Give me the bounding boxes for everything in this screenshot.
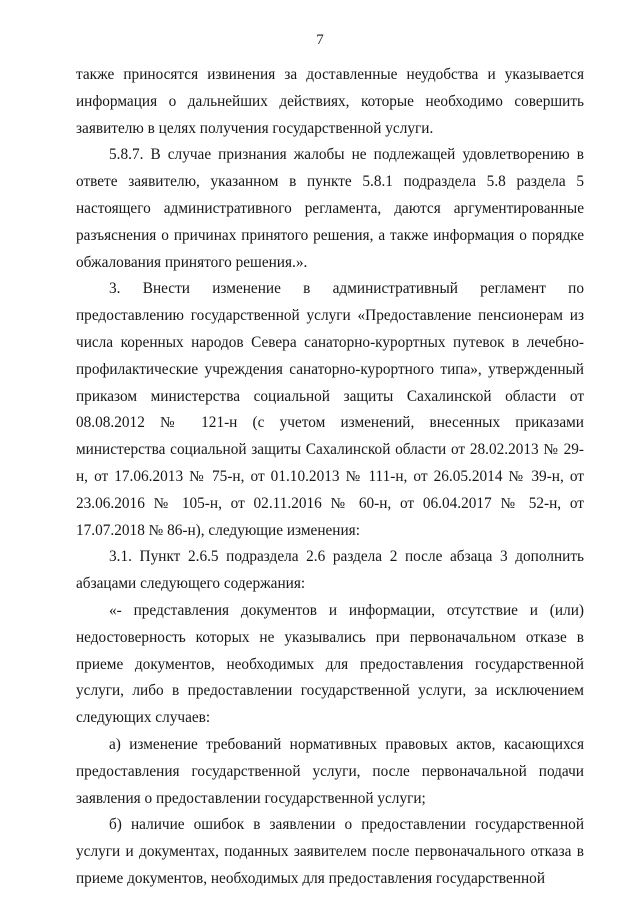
paragraph-3: 3. Внести изменение в административный регламент по предоставлению государственной услуги «Предоставление пенсионерам из числа коренных народов Севера санаторно-курортных путевок в лечебно-профилактические учреждения санаторно-курортного типа», утвержденный приказом министерства социальной защиты Сахалинской области от 08.08.2012 № 121-н (с учетом изменений, внесенных приказами министерства социальной защиты Сахалинской области от 28.02.2013 № 29-н, от 17.06.2013 № 75-н, от 01.10.2013 № 111-н, от 26.05.2014 № 39-н, от 23.06.2016 № 105-н, от 02.11.2016 № 60-н, от 06.04.2017 № 52-н, от 17.07.2018 № 86-н), следующие изменения: [76,280,584,539]
paragraph-quote-start: «- представления документов и информации, отсутствие и (или) недостоверность которых не указывались при первоначальном отказе в приеме документов, необходимых для предоставления государственной услуги, либо в предоставлении государственной услуги, за исключением следующих случаев: [76,601,584,727]
paragraph-item-a: а) изменение требований нормативных правовых актов, касающихся предоставления государственной услуги, после первоначальной подачи заявления о предоставлении государственной услуги; [76,735,584,807]
document-body [76,62,584,893]
paragraph-3-1: 3.1. Пункт 2.6.5 подраздела 2.6 раздела 2 после абзаца 3 дополнить абзацами следующего содержания: [76,548,584,593]
paragraph-item-b: б) наличие ошибок в заявлении о предоставлении государственной услуги и документах, поданных заявителем после первоначального отказа в приеме документов, необходимых для предоставления государственной [76,816,584,887]
paragraph-continuation: также приносятся извинения за доставленные неудобства и указывается информация о дальнейших действиях, которые необходимо совершить заявителю в целях получения государственной услуги. [76,66,584,137]
page-number: 7 [316,32,324,48]
paragraph-5-8-7: 5.8.7. В случае признания жалобы не подлежащей удовлетворению в ответе заявителю, указанном в пункте 5.8.1 подраздела 5.8 раздела 5 настоящего административного регламента, даются аргументированные разъяснения о причинах принятого решения, а также информация о порядке обжалования принятого решения.». [76,146,584,271]
